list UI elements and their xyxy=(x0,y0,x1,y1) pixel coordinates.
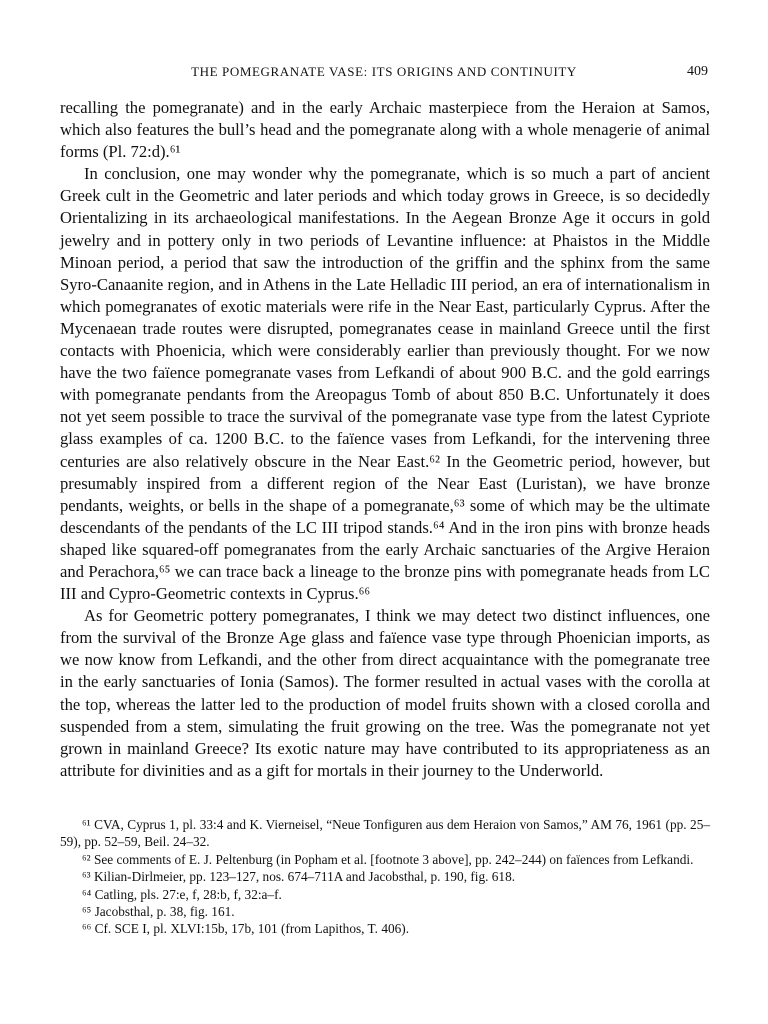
paragraph-geometric-pottery: As for Geometric pottery pomegranates, I think we may detect two distinct influences, one from the survival of the Bronze Age glass and faïence vase type through Phoenician imports, as we now know from Lefkandi, and the other from direct acquaintance with the pomegranate tree in the early sanctuaries of Ionia (Samos). The former resulted in actual vases with the corolla at the top, whereas the latter led to the production of model fruits shown with a closed corolla and suspended from a stem, simulating the fruit growing on the tree. Was the pomegranate not yet grown in mainland Greece? Its exotic nature may have contributed to its appropriateness as an attribute for divinities and as a gift for mortals in their journey to the Underworld. xyxy=(60,606,710,780)
footnote-66: ⁶⁶ Cf. SCE I, pl. XLVI:15b, 17b, 101 (from Lapithos, T. 406). xyxy=(82,921,410,937)
footnote-65: ⁶⁵ Jacobsthal, p. 38, fig. 161. xyxy=(82,904,235,920)
footnote-64: ⁶⁴ Catling, pls. 27:e, f, 28:b, f, 32:a–f. xyxy=(82,886,282,902)
page-number: 409 xyxy=(687,64,708,79)
running-head xyxy=(60,63,708,81)
body-text xyxy=(60,97,710,782)
footnote-61: ⁶¹ CVA, Cyprus 1, pl. 33:4 and K. Vierneisel, “Neue Tonfiguren aus dem Heraion von Samos,” AM 76, 1961 (pp. 25–59), pp. 52–59, Beil. 24–32. xyxy=(60,817,710,850)
running-title: THE POMEGRANATE VASE: ITS ORIGINS AND CONTINUITY xyxy=(191,64,577,79)
footnotes xyxy=(60,816,710,938)
paragraph-continuation: recalling the pomegranate) and in the early Archaic masterpiece from the Heraion at Samos, which also features the bull’s head and the pomegranate along with a whole menagerie of animal forms (Pl. 72:d).⁶¹ xyxy=(60,98,710,162)
footnote-62: ⁶² See comments of E. J. Peltenburg (in Popham et al. [footnote 3 above], pp. 242–244) on faïences from Lefkandi. xyxy=(82,851,694,867)
footnote-63: ⁶³ Kilian-Dirlmeier, pp. 123–127, nos. 674–711A and Jacobsthal, p. 190, fig. 618. xyxy=(82,869,516,885)
paragraph-conclusion: In conclusion, one may wonder why the pomegranate, which is so much a part of ancient Greek cult in the Geometric and later periods and which today grows in Greece, is so decidedly Orientalizing in its archaeological manifestations. In the Aegean Bronze Age it occurs in gold jewelry and in pottery only in two periods of Levantine influence: at Phaistos in the Middle Minoan period, a period that saw the introduction of the griffin and the sphinx from the same Syro-Canaanite region, and in Athens in the Late Helladic III period, an era of internationalism in which pomegranates of exotic materials were rife in the Near East, particularly Cyprus. After the Mycenaean trade routes were disrupted, pomegranates cease in mainland Greece until the first contacts with Phoenicia, which were considerably earlier than previously thought. For we now have the two faïence pomegranate vases from Lefkandi of about 900 B.C. and the gold earrings with pomegranate pendants from the Areopagus Tomb of about 850 B.C. Unfortunately it does not yet seem possible to trace the survival of the pomegranate vase type from the latest Cypriote glass examples of ca. 1200 B.C. to the faïence vases from Lefkandi, for the intervening three centuries are also relatively obscure in the Near East.⁶² In the Geometric period, however, but presumably inspired from a different region of the Near East (Luristan), we have bronze pendants, weights, or bells in the shape of a pomegranate,⁶³ some of which may be the ultimate descendants of the pendants of the LC III tripod stands.⁶⁴ And in the iron pins with bronze heads shaped like squared-off pomegranates from the early Archaic sanctuaries of the Argive Heraion and Perachora,⁶⁵ we can trace back a lineage to the bronze pins with pomegranate heads from LC III and Cypro-Geometric contexts in Cyprus.⁶⁶ xyxy=(60,164,710,604)
